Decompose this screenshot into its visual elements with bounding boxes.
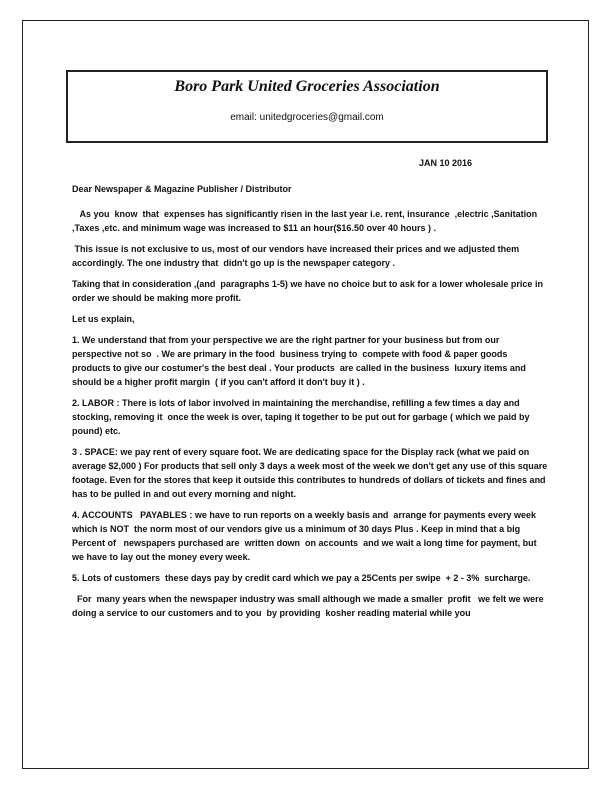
organization-title: Boro Park United Groceries Association: [174, 78, 440, 95]
letter-date: JAN 10 2016: [419, 158, 473, 168]
salutation: Dear Newspaper & Magazine Publisher / Distributor: [72, 184, 292, 194]
point-4-text: : we have to run reports on a weekly basis and arrange for payments every week which is NOT the norm most of our vendors give us a minimum of 30 days Plus . Keep in mind that a big Percent of newspapers purchased are written down on accounts and we wait a long time for payment, but we have to lay out the money every week.: [72, 510, 540, 562]
point-2: [72, 396, 548, 438]
point-3-label: 3 . SPACE: [72, 447, 115, 457]
point-3-text: : we pay rent of every square foot. We are dedicating space for the Display rack (what we paid on average $2,000 ) For products that sell only 3 days a week most of the week we don't get any use of this square footage. Even for the stores that keep it outside this contributes to hundreds of dollars of tickets and fines and has to be pulled in and out every morning and night.: [72, 447, 550, 499]
organization-email: email: unitedgroceries@gmail.com: [230, 112, 384, 123]
point-3: [72, 445, 548, 501]
paragraph-closing: For many years when the newspaper industry was small although we made a smaller profit we felt we were doing a service to our customers and to you by providing kosher reading material while you: [72, 594, 549, 618]
point-5: 5. Lots of customers these days pay by credit card which we pay a 25Cents per swipe + 2 - 3% surcharge.: [72, 573, 531, 583]
point-2-text: : There is lots of labor involved in maintaining the merchandise, refilling a few times a day and stocking, removing it once the week is over, taping it together to be put out for garbage ( which we paid by pound) etc.: [72, 398, 533, 436]
paragraph-request: Taking that in consideration ,(and paragraphs 1-5) we have no choice but to ask for a lower wholesale price in order we should be making more profit.: [72, 279, 546, 303]
paragraph-vendors: This issue is not exclusive to us, most of our vendors have increased their prices and we adjusted them accordingly. The one industry that didn't go up is the newspaper category .: [72, 244, 522, 268]
point-1: 1. We understand that from your perspective we are the right partner for your business but from our perspective not so . We are primary in the food business trying to compete with food & paper goods products to give our costumer's the best deal . Your products are called in the business luxury items and should be a higher profit margin ( if you can't afford it don't buy it ) .: [72, 335, 529, 387]
point-2-label: 2. LABOR: [72, 398, 115, 408]
paragraph-explain: Let us explain,: [72, 314, 135, 324]
letterhead-box: [66, 70, 548, 143]
point-4: [72, 508, 548, 564]
paragraph-expenses: As you know that expenses has significantly risen in the last year i.e. rent, insurance ,electric ,Sanitation ,Taxes ,etc. and minimum wage was increased to $11 an hour($16.50 over 40 hours ) .: [72, 209, 540, 233]
letter-body: [72, 182, 548, 627]
point-4-label: 4. ACCOUNTS PAYABLES: [72, 510, 187, 520]
